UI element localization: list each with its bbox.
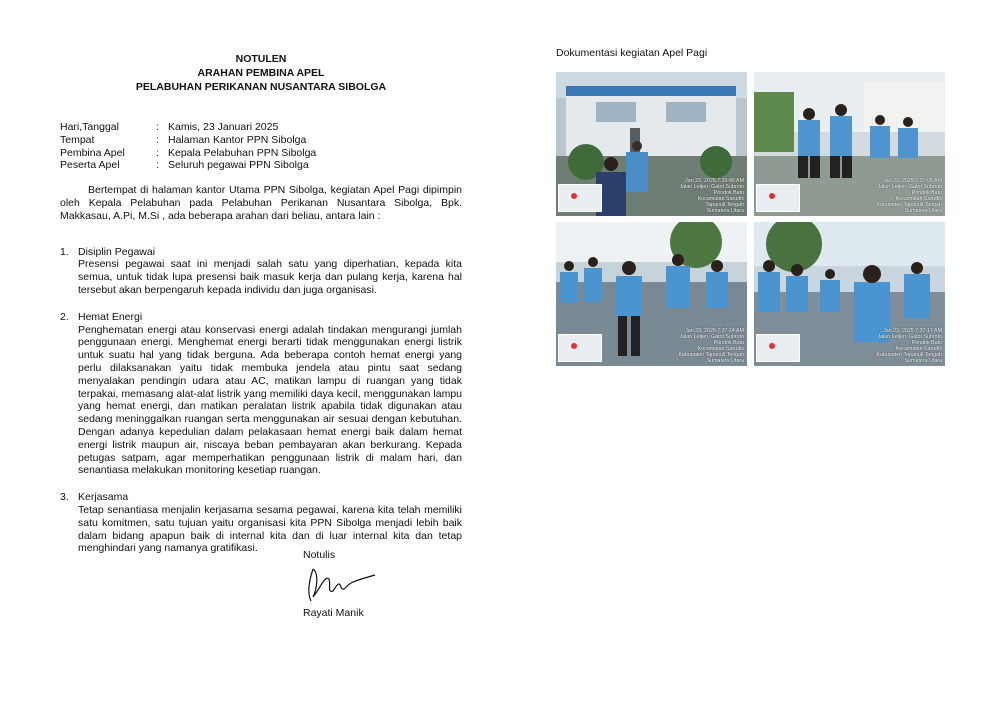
documentation-photo [754, 222, 945, 366]
list-item [60, 311, 462, 477]
stamp-line: Jan 23, 2025 7:37:05 AM [883, 178, 942, 184]
stamp-line: Tapanuli Tengah [705, 202, 744, 208]
detail-key: Pembina Apel [60, 146, 125, 159]
map-thumbnail [756, 334, 800, 362]
documentation-photo [754, 72, 945, 216]
title-line-3: PELABUHAN PERIKANAN NUSANTARA SIBOLGA [135, 81, 387, 93]
map-thumbnail [558, 334, 602, 362]
stamp-line: Sumatera Utara [706, 358, 744, 364]
photo-stamp [877, 328, 943, 364]
signer-role: Notulis [303, 549, 336, 561]
detail-key: Peserta Apel [60, 159, 120, 172]
intro-paragraph: Bertempat di halaman kantor Utama PPN Sibolga, kegiatan Apel Pagi dipimpin oleh Kepala Pelabuhan pada Pelabuhan Perikanan Nusantara Sibolga, Bpk. Makkasau, A.Pi, M.Si , ada beberapa arahan dari beliau, antara lain : [60, 184, 462, 222]
detail-colon: : [156, 133, 159, 146]
item-title: Hemat Energi [78, 310, 143, 323]
stamp-line: Pondok Batu [911, 340, 942, 346]
documentation-photo [556, 72, 747, 216]
detail-colon: : [156, 146, 159, 159]
detail-row [60, 147, 462, 160]
stamp-line: Jan 23, 2025 7:37:24 AM [685, 328, 744, 334]
stamp-line: Jalan Letjen. Gatot Subroto [877, 184, 942, 190]
list-item [60, 491, 462, 555]
stamp-line: Jalan Letjen. Gatot Subroto [877, 334, 942, 340]
list-item [60, 246, 462, 297]
detail-value: Kamis, 23 Januari 2025 [168, 121, 279, 133]
item-title: Kerjasama [78, 491, 129, 504]
item-title: Disiplin Pegawai [78, 245, 156, 258]
documentation-section [556, 47, 707, 59]
document-title [60, 52, 462, 94]
detail-row [60, 121, 462, 134]
stamp-line: Kecamatan Sarudik [697, 346, 744, 352]
stamp-line: Jalan Letjen. Gatot Subroto [679, 184, 744, 190]
stamp-line: Kabupaten Tapanuli Tengah [876, 202, 942, 208]
detail-value: Kepala Pelabuhan PPN Sibolga [168, 146, 317, 159]
map-thumbnail [756, 184, 800, 212]
stamp-line: Kecamatan Sarudik [895, 346, 942, 352]
item-body: Tetap senantiasa menjalin kerjasama sesama pegawai, karena kita telah memiliki satu komitmen, satu tujuan yaitu organisasi kita PPN Sibolga menjadi lebih baik dalam bidang apapun baik di internal kita dan di luar internal kita dan tetap menghindari yang namanya gratifikasi. [78, 503, 462, 555]
stamp-line: Kecamatan Sarudik [895, 196, 942, 202]
stamp-line: Jalan Letjen. Gatot Subroto [679, 334, 744, 340]
item-body: Penghematan energi atau konservasi energi adalah tindakan mengurangi jumlah penggunaan energi. Menghemat energi berarti tidak menggunakan energi listrik untuk suatu hal yang tidak berguna. Ada beberapa contoh hemat energi yang perlu dilaksanakan yaitu tidak membuka jendela atau pintu saat sedang menyalakan pendingin udara atau AC, matikan lampu di ruangan yang tidak terpakai, memasang alat-alat listrik yang memiliki daya kecil, menggunakan lampu yang hemat energi, dan matikan peralatan listrik apabila tidak digunakan atau sedang meninggalkan ruangan serta menggunakan air sesuai dengan kebutuhan. Dengan adanya kepedulian dalam pelakasaan hemat energi baik dalam hemat energi listrik maupun air, niscaya beban pembayaran akan berkurang. Kepada petugas satpam, agar memperhatikan penggunaan listrik di malam hari, dan senantiasa melakukan monitoring kesetiap ruangan. [78, 323, 462, 477]
detail-colon: : [156, 159, 159, 172]
stamp-line: Sumatera Utara [706, 208, 744, 214]
detail-colon: : [156, 121, 159, 133]
stamp-line: Pondok Batu [713, 340, 744, 346]
signer-name: Rayati Manik [303, 607, 364, 619]
photo-stamp [680, 178, 745, 214]
photo-stamp [877, 178, 943, 214]
stamp-line: Pondok Batu [911, 190, 942, 196]
meeting-details [60, 121, 462, 172]
item-number: 1. [60, 245, 69, 258]
detail-value: Halaman Kantor PPN Sibolga [168, 133, 307, 146]
detail-row [60, 134, 462, 147]
detail-row [60, 159, 462, 172]
item-number: 2. [60, 310, 69, 323]
stamp-line: Jan 23, 2025 7:39:49 AM [685, 178, 744, 184]
minutes-document [60, 52, 462, 555]
detail-key: Tempat [60, 133, 95, 146]
stamp-line: Sumatera Utara [904, 208, 942, 214]
title-line-2: ARAHAN PEMBINA APEL [197, 67, 325, 79]
map-thumbnail [558, 184, 602, 212]
stamp-line: Jan 23, 2025 7:37:17 AM [883, 328, 942, 334]
title-line-1: NOTULEN [235, 53, 287, 65]
stamp-line: Kabupaten Tapanuli Tengah [876, 352, 942, 358]
documentation-photo [556, 222, 747, 366]
stamp-line: Kabupaten Tapanuli Tengah [678, 352, 744, 358]
documentation-title: Dokumentasi kegiatan Apel Pagi [556, 47, 708, 59]
stamp-line: Pondok Batu [713, 190, 744, 196]
photo-stamp [679, 328, 745, 364]
handwritten-signature [303, 563, 383, 607]
stamp-line: Sumatera Utara [904, 358, 942, 364]
stamp-line: Kecamatan Sarudik [697, 196, 744, 202]
item-number: 3. [60, 491, 69, 504]
detail-value: Seluruh pegawai PPN Sibolga [168, 159, 309, 172]
item-body: Presensi pegawai saat ini menjadi salah satu yang diperhatian, kepada kita semua, untuk tidak lupa presensi baik masuk kerja dan pulang kerja, karena hal tersebut akan berpengaruh kepada individu dan juga organisasi. [78, 258, 462, 296]
detail-key: Hari,Tanggal [60, 121, 119, 133]
signature-block [303, 549, 383, 619]
